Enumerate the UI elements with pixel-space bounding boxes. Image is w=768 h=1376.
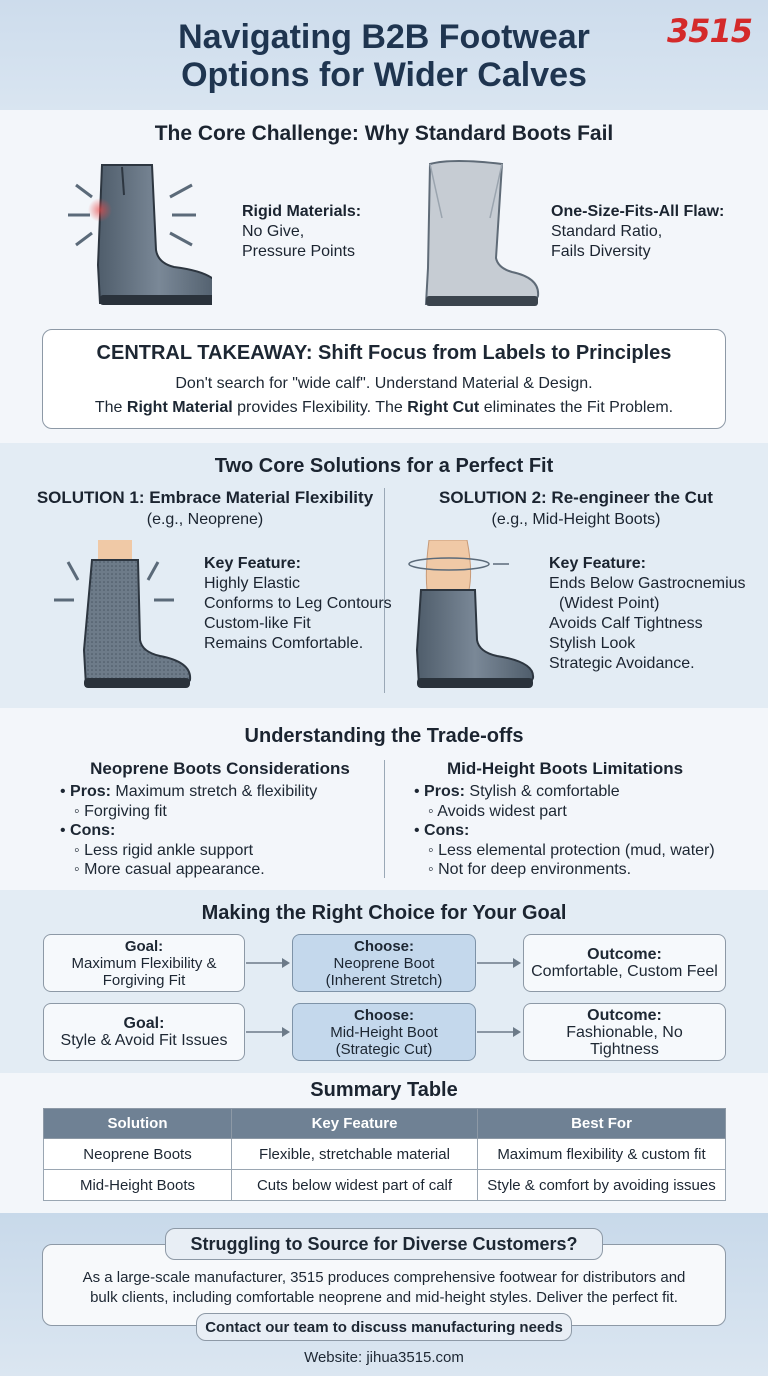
neoprene-considerations-title: Neoprene Boots Considerations <box>90 759 350 778</box>
outcome-label: Outcome: <box>587 946 662 963</box>
s1-feature: Highly Elastic <box>204 575 301 592</box>
pros-text: Stylish & comfortable <box>469 783 620 800</box>
title-line-1: Navigating B2B Footwear <box>178 18 590 56</box>
s2-feature-title: Key Feature: <box>549 555 646 572</box>
solutions-heading: Two Core Solutions for a Perfect Fit <box>214 455 554 477</box>
rigid-materials-text <box>242 202 361 262</box>
s1-feature: Conforms to Leg Contours <box>204 595 392 612</box>
s1-feature: Remains Comfortable. <box>204 635 364 652</box>
con-text: Not for deep environments. <box>438 861 632 878</box>
mid-height-tradeoff-list <box>414 782 715 880</box>
goal-line-2: Forgiving Fit <box>102 971 186 989</box>
one-size-line-1: Standard Ratio, <box>551 223 663 240</box>
takeaway-right-cut: Right Cut <box>407 399 480 416</box>
table-row <box>44 1139 726 1170</box>
takeaway-line-2-c: provides Flexibility. The <box>232 399 408 416</box>
goal-box-2 <box>43 1003 245 1061</box>
mid-height-limitations-title: Mid-Height Boots Limitations <box>446 759 684 778</box>
s1-feature-title: Key Feature: <box>204 555 301 572</box>
arrow-right-icon <box>246 956 292 970</box>
table-cell: Mid-Height Boots <box>44 1170 232 1201</box>
cons-label: Cons: <box>70 822 116 839</box>
s2-feature: Strategic Avoidance. <box>549 655 695 672</box>
choose-label: Choose: <box>354 1006 414 1024</box>
brand-logo: 3515 <box>666 12 752 50</box>
standard-boot-icon <box>412 158 542 310</box>
table-cell: Neoprene Boots <box>44 1139 232 1170</box>
con-text: Less elemental protection (mud, water) <box>438 841 715 859</box>
s2-feature: Avoids Calf Tightness <box>549 615 703 632</box>
arrow-right-icon <box>477 956 523 970</box>
table-cell: Maximum flexibility & custom fit <box>478 1139 726 1170</box>
mid-height-cons: • Cons: <box>414 822 470 839</box>
neoprene-boot-icon <box>50 540 195 692</box>
pros-text: Maximum stretch & flexibility <box>115 783 318 800</box>
table-row <box>44 1170 726 1201</box>
one-size-title: One-Size-Fits-All Flaw: <box>551 203 725 220</box>
summary-table <box>43 1108 726 1201</box>
outcome-text: Comfortable, Custom Feel <box>531 963 718 980</box>
column-header: Solution <box>44 1109 232 1139</box>
choose-line-2: (Inherent Stretch) <box>325 971 443 989</box>
neoprene-cons: • Cons: <box>60 822 116 839</box>
page-title <box>0 18 768 94</box>
solution-1-features <box>204 554 392 654</box>
choose-box-1 <box>292 934 476 992</box>
con-text: More casual appearance. <box>84 861 265 878</box>
solution-1-subtitle: (e.g., Neoprene) <box>146 511 264 528</box>
mid-height-con: ◦ Less elemental protection (mud, water) <box>428 841 715 859</box>
neoprene-tradeoff-list <box>60 782 317 880</box>
takeaway-title: CENTRAL TAKEAWAY: Shift Focus from Labels to Principles <box>96 342 672 364</box>
rigid-title: Rigid Materials: <box>242 203 362 220</box>
mid-height-pros-sub: ◦ Avoids widest part <box>428 802 567 820</box>
mid-height-con: ◦ Not for deep environments. <box>428 861 632 878</box>
choose-box-2 <box>292 1003 476 1061</box>
one-size-line-2: Fails Diversity <box>551 243 651 260</box>
table-cell: Style & comfort by avoiding issues <box>478 1170 726 1201</box>
goal-box-1 <box>43 934 245 992</box>
neoprene-con: ◦ More casual appearance. <box>74 861 265 878</box>
website-link[interactable]: Website: jihua3515.com <box>304 1349 464 1366</box>
pros-label: Pros: <box>424 783 465 800</box>
solution-1-title: SOLUTION 1: Embrace Material Flexibility <box>36 488 374 507</box>
central-takeaway-box <box>42 329 726 429</box>
table-cell: Flexible, stretchable material <box>232 1139 478 1170</box>
takeaway-line-2-a: The <box>94 399 127 416</box>
rigid-line-1: No Give, <box>242 223 305 240</box>
summary-heading: Summary Table <box>310 1079 458 1101</box>
outcome-box-1 <box>523 934 726 992</box>
mid-height-boot-icon <box>405 540 540 692</box>
arrow-right-icon <box>246 1025 292 1039</box>
arrow-right-icon <box>477 1025 523 1039</box>
s2-feature: (Widest Point) <box>559 595 660 612</box>
title-line-2: Options for Wider Calves <box>181 56 587 94</box>
cta-line-1: As a large-scale manufacturer, 3515 produces comprehensive footwear for distributors and <box>82 1269 686 1286</box>
choose-line-1: Mid-Height Boot <box>330 1023 438 1041</box>
cta-line-2: bulk clients, including comfortable neoprene and mid-height styles. Deliver the perfect fit. <box>90 1289 678 1306</box>
contact-team-button[interactable]: Contact our team to discuss manufacturing needs <box>196 1313 572 1341</box>
pros-sub-text: Avoids widest part <box>437 802 567 820</box>
cons-label: Cons: <box>424 822 470 839</box>
pros-sub-text: Forgiving fit <box>84 802 167 820</box>
solution-2-subtitle: (e.g., Mid-Height Boots) <box>491 511 661 528</box>
neoprene-pros: • Pros: Maximum stretch & flexibility <box>60 783 318 800</box>
s2-feature: Ends Below Gastrocnemius <box>549 575 746 592</box>
one-size-text <box>551 202 724 262</box>
outcome-text: Fashionable, No Tightness <box>566 1023 683 1058</box>
challenge-heading: The Core Challenge: Why Standard Boots Fail <box>154 122 614 145</box>
choice-heading: Making the Right Choice for Your Goal <box>201 902 567 924</box>
solution-2-features <box>549 554 746 674</box>
cta-body <box>43 1268 725 1308</box>
takeaway-right-material: Right Material <box>126 399 233 416</box>
mid-height-pros: • Pros: Stylish & comfortable <box>414 783 620 800</box>
goal-line-1: Maximum Flexibility & <box>71 954 217 972</box>
rigid-line-2: Pressure Points <box>242 243 355 260</box>
choose-label: Choose: <box>354 937 414 955</box>
goal-label: Goal: <box>124 937 164 955</box>
outcome-label: Outcome: <box>587 1006 662 1024</box>
neoprene-con: ◦ Less rigid ankle support <box>74 841 254 859</box>
takeaway-line-2-e: eliminates the Fit Problem. <box>479 399 674 416</box>
s1-feature: Custom-like Fit <box>204 615 311 632</box>
takeaway-line-2 <box>43 399 725 417</box>
choose-line-2: (Strategic Cut) <box>335 1040 433 1058</box>
outcome-box-2 <box>523 1003 726 1061</box>
table-cell: Cuts below widest part of calf <box>232 1170 478 1201</box>
choose-line-1: Neoprene Boot <box>333 954 435 972</box>
neoprene-pros-sub: ◦ Forgiving fit <box>74 802 167 820</box>
goal-label: Goal: <box>123 1015 165 1032</box>
pros-label: Pros: <box>70 783 111 800</box>
table-header-row <box>44 1109 726 1139</box>
column-header: Key Feature <box>232 1109 478 1139</box>
cta-heading: Struggling to Source for Diverse Customers? <box>165 1228 603 1260</box>
goal-line-1: Style & Avoid Fit Issues <box>60 1032 228 1049</box>
solution-2-title: SOLUTION 2: Re-engineer the Cut <box>439 488 713 507</box>
tradeoffs-heading: Understanding the Trade-offs <box>244 725 524 747</box>
con-text: Less rigid ankle support <box>84 841 254 859</box>
rigid-boot-icon <box>62 155 212 311</box>
s2-feature: Stylish Look <box>549 635 636 652</box>
takeaway-line-1: Don't search for "wide calf". Understand Material & Design. <box>175 375 593 392</box>
column-header: Best For <box>478 1109 726 1139</box>
